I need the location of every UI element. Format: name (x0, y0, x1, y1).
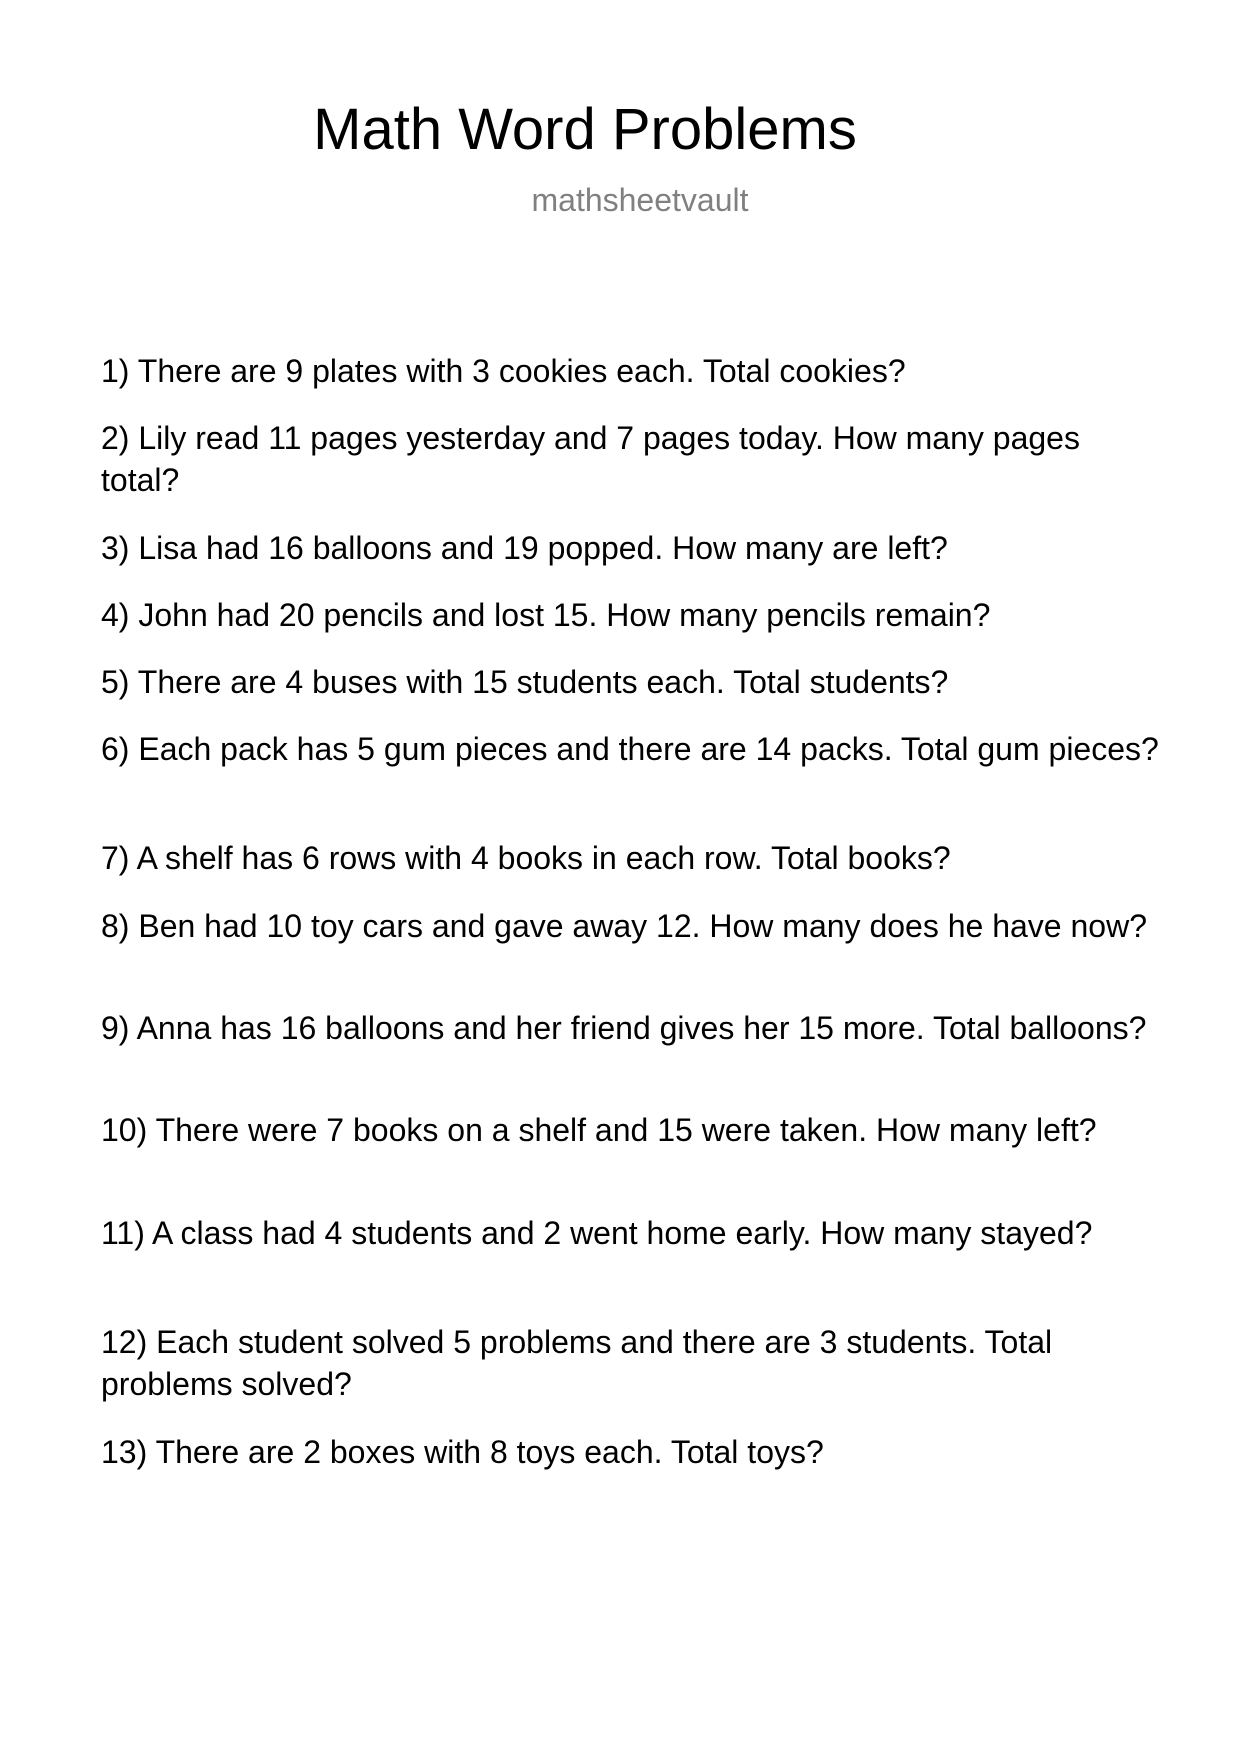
problem-item: 10) There were 7 books on a shelf and 15 were taken. How many left? (101, 1112, 1097, 1148)
problem-item: 11) A class had 4 students and 2 went home early. How many stayed? (101, 1215, 1093, 1251)
problem-item: 1) There are 9 plates with 3 cookies each. Total cookies? (101, 353, 906, 389)
problem-item: 8) Ben had 10 toy cars and gave away 12. How many does he have now? (101, 908, 1147, 944)
problem-item: 2) Lily read 11 pages yesterday and 7 pages today. How many pages total? (101, 420, 1080, 498)
problem-item: 5) There are 4 buses with 15 students each. Total students? (101, 664, 949, 700)
page-title: Math Word Problems (313, 97, 857, 162)
problem-item: 9) Anna has 16 balloons and her friend gives her 15 more. Total balloons? (101, 1010, 1147, 1046)
problem-item: 7) A shelf has 6 rows with 4 books in each row. Total books? (101, 840, 951, 876)
problem-item: 12) Each student solved 5 problems and there are 3 students. Total problems solved? (101, 1324, 1053, 1402)
problem-item: 13) There are 2 boxes with 8 toys each. Total toys? (101, 1434, 824, 1470)
problem-item: 3) Lisa had 16 balloons and 19 popped. How many are left? (101, 530, 948, 566)
problem-item: 4) John had 20 pencils and lost 15. How many pencils remain? (101, 597, 991, 633)
problem-item: 6) Each pack has 5 gum pieces and there are 14 packs. Total gum pieces? (101, 731, 1159, 767)
site-name: mathsheetvault (531, 182, 749, 218)
